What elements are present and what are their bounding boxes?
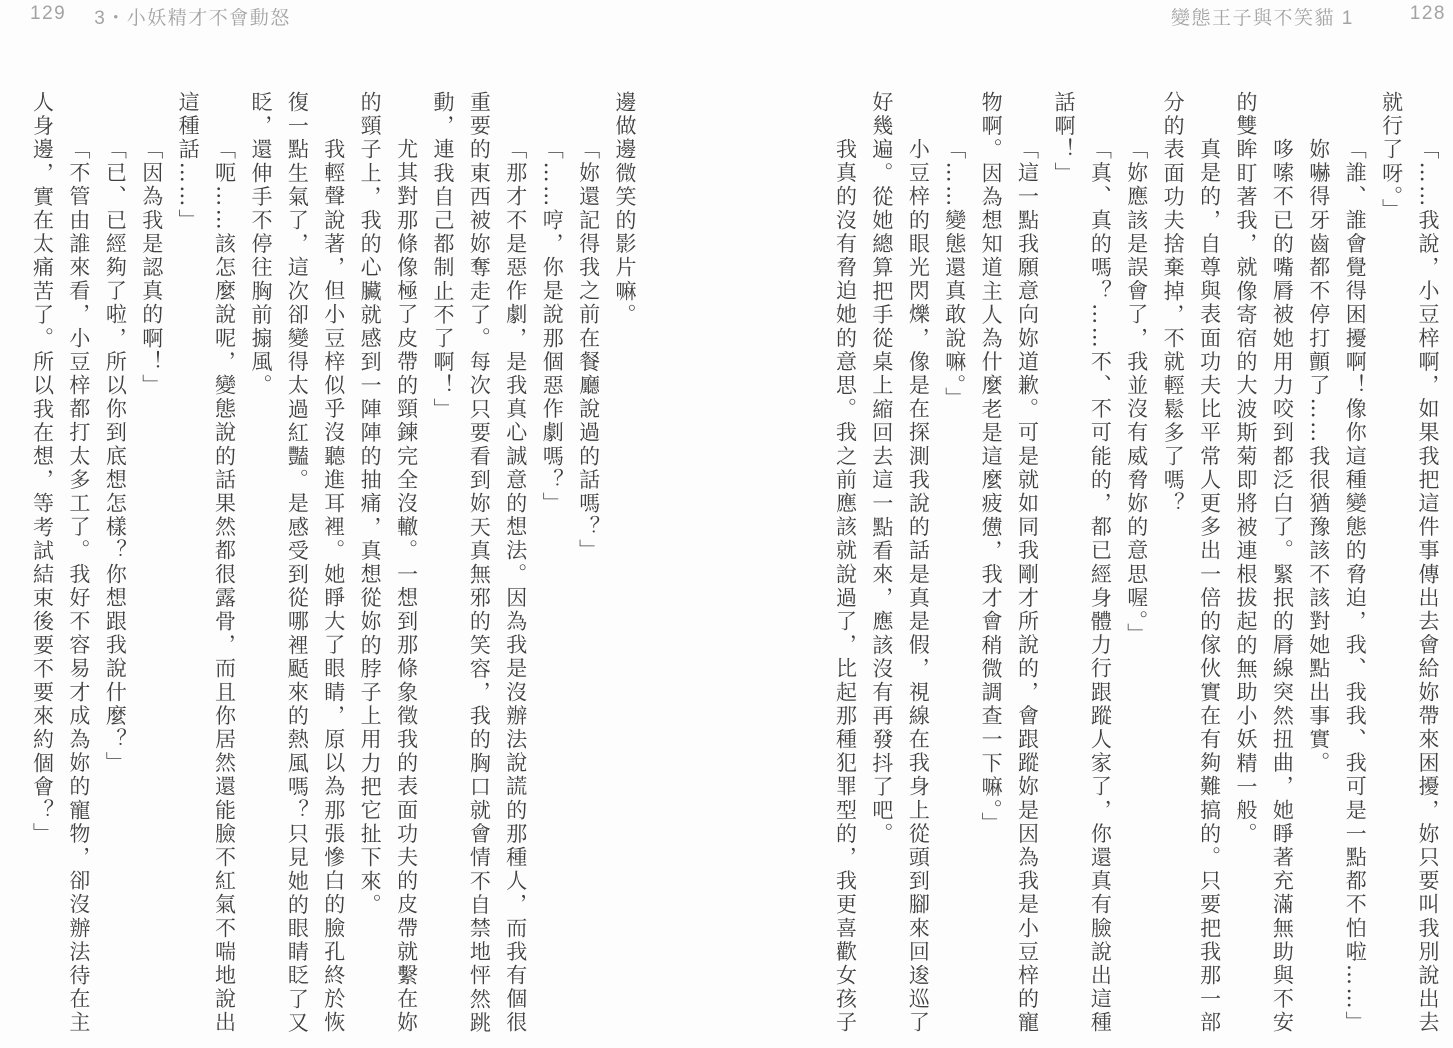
paragraph-column: 尤其對那條像極了皮帶的頸鍊完全沒轍。一想到那條象徵我的表面功夫的皮帶就繫在妳的頸子上，我的心臟就感到一陣陣的抽痛，真想從妳的脖子上用力把它扯下來。 <box>358 91 419 1035</box>
paragraph-column: 「因為我是認真的啊！」 <box>139 138 164 398</box>
book-title: 變態王子與不笑貓 1 <box>1170 8 1354 29</box>
running-header-left <box>30 3 291 30</box>
paragraph-column: 妳嚇得牙齒都不停打顫了……我很猶豫該不該對她點出事實。 <box>1306 138 1331 776</box>
paragraph-column: 「……我說，小豆梓啊，如果我把這件事傳出去會給妳帶來困擾，妳只要叫我別說出去就行了呀。」 <box>1379 91 1440 1035</box>
paragraph-column: 邊做邊微笑的影片嘛。 <box>613 91 637 327</box>
paragraph-column: 「妳應該是誤會了，我並沒有威脅妳的意思喔。」 <box>1124 138 1149 647</box>
paragraph-column: 「呃……該怎麼說呢，變態說的話果然都很露骨，而且你居然還能臉不紅氣不喘地說出這種話……」 <box>176 91 237 1035</box>
paragraph-column: 「……變態還真敢說嘛。」 <box>942 138 967 411</box>
paragraph-column: 「……哼，你是說那個惡作劇嗎？」 <box>540 138 565 516</box>
page-left-text-block <box>24 91 643 1035</box>
page-right-text-block <box>827 91 1446 1035</box>
paragraph-column: 「不管由誰來看，小豆梓都打太多工了。我好不容易才成為妳的寵物，卻沒辦法待在主人身邊，實在太痛苦了。所以我在想，等考試結束後要不要來約個會？」 <box>30 91 91 1035</box>
paragraph-column: 我輕聲說著，但小豆梓似乎沒聽進耳裡。她睜大了眼睛，原以為那張慘白的臉孔終於恢復一點生氣了，這次卻變得太過紅豔。是感受到從哪裡颳來的熱風嗎？只見她的眼睛眨了又眨，還伸手不停往胸前搧風。 <box>248 91 346 1035</box>
paragraph-column: 小豆梓的眼光閃爍，像是在探測我說的話是真是假，視線在我身上從頭到腳來回逡巡了好幾遍。從她總算把手從桌上縮回去這一點看來，應該沒有再發抖了吧。 <box>869 91 931 1035</box>
paragraph-column: 哆嗦不已的嘴脣被她用力咬到都泛白了。緊抿的脣線突然扭曲，她睜著充滿無助與不安的雙眸盯著我，就像寄宿的大波斯菊即將被連根拔起的無助小妖精一般。 <box>1233 91 1295 1035</box>
chapter-title: 3・小妖精才不會動怒 <box>94 8 291 29</box>
paragraph-column: 「真、真的嗎？……不、不可能的，都已經身體力行跟蹤人家了，你還真有臉說出這種話啊！」 <box>1051 91 1113 1035</box>
paragraph-column: 「誰、誰會覺得困擾啊！像你這種變態的脅迫，我、我我、我可是一點都不怕啦……」 <box>1343 138 1368 1035</box>
page-number-left: 129 <box>30 3 67 24</box>
paragraph-column: 「妳還記得我之前在餐廳說過的話嗎？」 <box>576 138 601 563</box>
paragraph-column: 我真的沒有脅迫她的意思。我之前應該就說過了，比起那種犯罪型的，我更喜歡女孩子 <box>833 138 858 1035</box>
paragraph-column: 「那才不是惡作劇，是我真心誠意的想法。因為我是沒辦法說謊的那種人，而我有個很重要的東西被妳奪走了。每次只要看到妳天真無邪的笑容，我的胸口就會情不自禁地怦然跳動，連我自己都制止不了啊！」 <box>430 91 528 1035</box>
paragraph-column: 「這一點我願意向妳道歉。可是就如同我剛才所說的，會跟蹤妳是因為我是小豆梓的寵物啊。因為想知道主人為什麼老是這麼疲憊，我才會稍微調查一下嘛。」 <box>979 91 1040 1035</box>
paragraph-column: 真是的，自尊與表面功夫比平常人更多出一倍的傢伙實在有夠難搞的。只要把我那一部分的表面功夫捨棄掉，不就輕鬆多了嗎？ <box>1161 91 1222 1035</box>
page-number-right: 128 <box>1409 3 1446 24</box>
paragraph-column: 「已、已經夠了啦，所以你到底想怎樣？你想跟我說什麼？」 <box>103 138 128 776</box>
running-header-right <box>1171 3 1446 30</box>
